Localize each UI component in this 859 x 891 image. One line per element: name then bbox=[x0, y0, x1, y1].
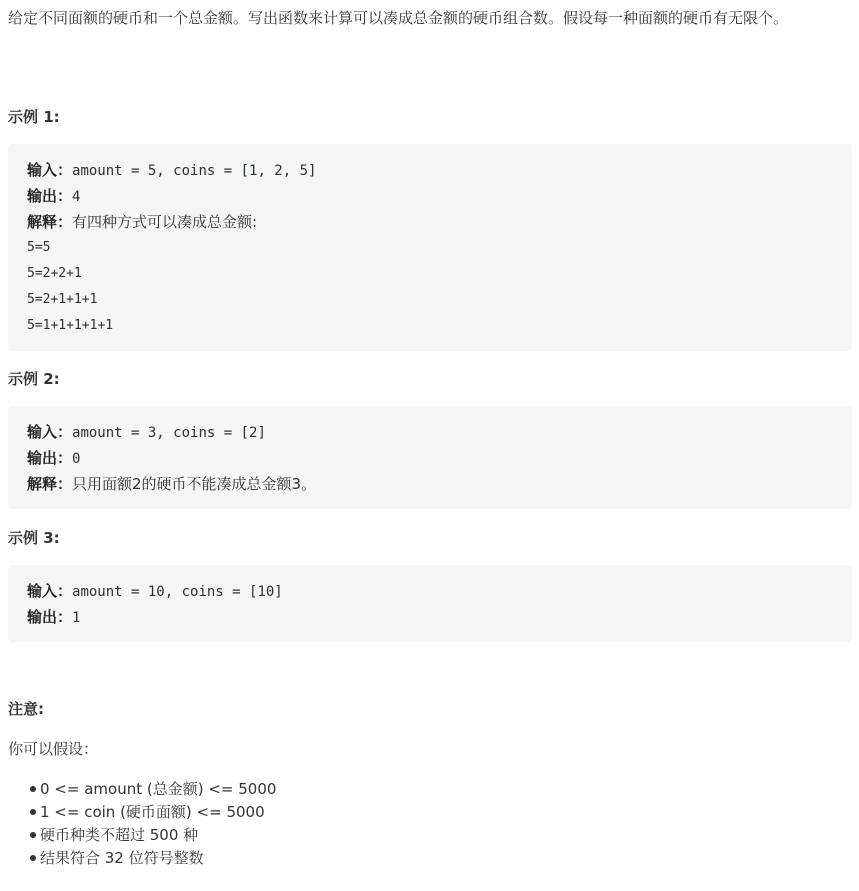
example-2-input bbox=[27, 419, 833, 445]
list-item bbox=[8, 824, 276, 847]
example-1-input bbox=[27, 157, 833, 183]
output-value: 4 bbox=[72, 189, 81, 205]
output-value: 0 bbox=[72, 451, 81, 467]
example-1-combination: 5=2+2+1 bbox=[27, 266, 82, 281]
constraint-text: 1 <= coin (硬币面额) <= 5000 bbox=[40, 803, 265, 821]
note-lead: 你可以假设： bbox=[8, 740, 99, 758]
output-value: 1 bbox=[72, 610, 81, 626]
example-1-combination: 5=5 bbox=[27, 240, 51, 255]
input-value: amount = 5, coins = [1, 2, 5] bbox=[72, 163, 317, 179]
input-value: amount = 3, coins = [2] bbox=[72, 425, 266, 441]
example-1-heading: 示例 1: bbox=[8, 108, 60, 126]
output-label: 输出： bbox=[27, 449, 73, 467]
list-item bbox=[8, 801, 276, 824]
example-1-output bbox=[27, 183, 833, 209]
input-label: 输入： bbox=[27, 423, 73, 441]
example-2-box bbox=[8, 406, 852, 509]
problem-intro: 给定不同面额的硬币和一个总金额。写出函数来计算可以凑成总金额的硬币组合数。假设每一种面额的硬币有无限个。 bbox=[8, 9, 789, 27]
constraint-text: 结果符合 32 位符号整数 bbox=[40, 849, 204, 867]
example-1-combination: 5=2+1+1+1 bbox=[27, 292, 98, 307]
example-2-output bbox=[27, 445, 833, 471]
bullet-icon bbox=[30, 809, 36, 815]
example-2-explanation bbox=[27, 471, 833, 497]
explain-label: 解释： bbox=[27, 213, 73, 231]
constraints-list bbox=[8, 778, 276, 870]
input-value: amount = 10, coins = [10] bbox=[72, 584, 283, 600]
example-1-box bbox=[8, 144, 852, 351]
constraint-text: 0 <= amount (总金额) <= 5000 bbox=[40, 780, 277, 798]
explain-value: 有四种方式可以凑成总金额: bbox=[72, 213, 258, 231]
explain-value: 只用面额2的硬币不能凑成总金额3。 bbox=[72, 475, 317, 493]
example-3-heading: 示例 3: bbox=[8, 529, 60, 547]
constraint-text: 硬币种类不超过 500 种 bbox=[40, 826, 199, 844]
example-2-heading: 示例 2: bbox=[8, 370, 60, 388]
example-1-explanation bbox=[27, 209, 833, 235]
list-item bbox=[8, 778, 276, 801]
bullet-icon bbox=[30, 786, 36, 792]
example-3-input bbox=[27, 578, 833, 604]
output-label: 输出： bbox=[27, 187, 73, 205]
example-3-box bbox=[8, 565, 852, 642]
bullet-icon bbox=[30, 832, 36, 838]
input-label: 输入： bbox=[27, 161, 73, 179]
note-heading: 注意: bbox=[8, 700, 44, 718]
output-label: 输出： bbox=[27, 608, 73, 626]
input-label: 输入： bbox=[27, 582, 73, 600]
list-item bbox=[8, 847, 276, 870]
explain-label: 解释： bbox=[27, 475, 73, 493]
bullet-icon bbox=[30, 855, 36, 861]
example-3-output bbox=[27, 604, 833, 630]
example-1-combination: 5=1+1+1+1+1 bbox=[27, 318, 114, 333]
